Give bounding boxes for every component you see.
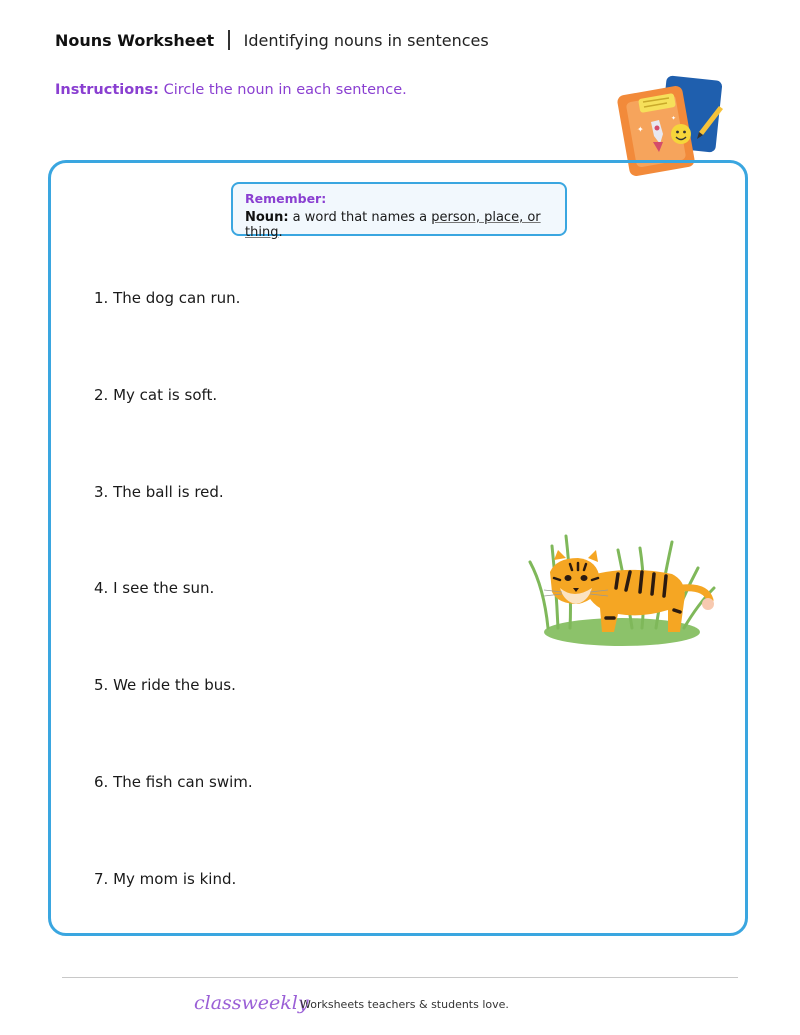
svg-text:✦: ✦ bbox=[637, 125, 644, 134]
worksheet-title: Nouns Worksheet bbox=[55, 30, 215, 50]
sentence-3[interactable]: 3. The ball is red. bbox=[94, 483, 224, 501]
sentence-6[interactable]: 6. The fish can swim. bbox=[94, 773, 253, 791]
definition-start: a word that names a bbox=[292, 210, 432, 225]
worksheet-subtitle: Identifying nouns in sentences bbox=[243, 30, 489, 50]
instructions-label: Instructions: bbox=[55, 82, 159, 98]
tiger-icon bbox=[522, 528, 724, 650]
instructions bbox=[55, 82, 407, 98]
definition-term: Noun: bbox=[245, 210, 289, 225]
remember-box bbox=[231, 182, 567, 240]
sentence-4[interactable]: 4. I see the sun. bbox=[94, 579, 215, 597]
header-divider bbox=[228, 30, 230, 50]
instructions-text: Circle the noun in each sentence. bbox=[163, 82, 407, 98]
footer-divider bbox=[62, 977, 738, 978]
brand-logo: classweekly bbox=[194, 992, 309, 1014]
remember-label: Remember: bbox=[245, 191, 327, 206]
definition-examples: person, place, or thing bbox=[245, 210, 541, 240]
sentence-5[interactable]: 5. We ride the bus. bbox=[94, 676, 236, 694]
definition-end: . bbox=[278, 225, 283, 240]
footer-tagline: Worksheets teachers & students love. bbox=[300, 998, 509, 1011]
worksheet-header bbox=[55, 30, 489, 50]
sentence-2[interactable]: 2. My cat is soft. bbox=[94, 386, 218, 404]
sentence-1[interactable]: 1. The dog can run. bbox=[94, 289, 241, 307]
svg-text:✦: ✦ bbox=[671, 115, 677, 122]
sentence-7[interactable]: 7. My mom is kind. bbox=[94, 870, 237, 888]
